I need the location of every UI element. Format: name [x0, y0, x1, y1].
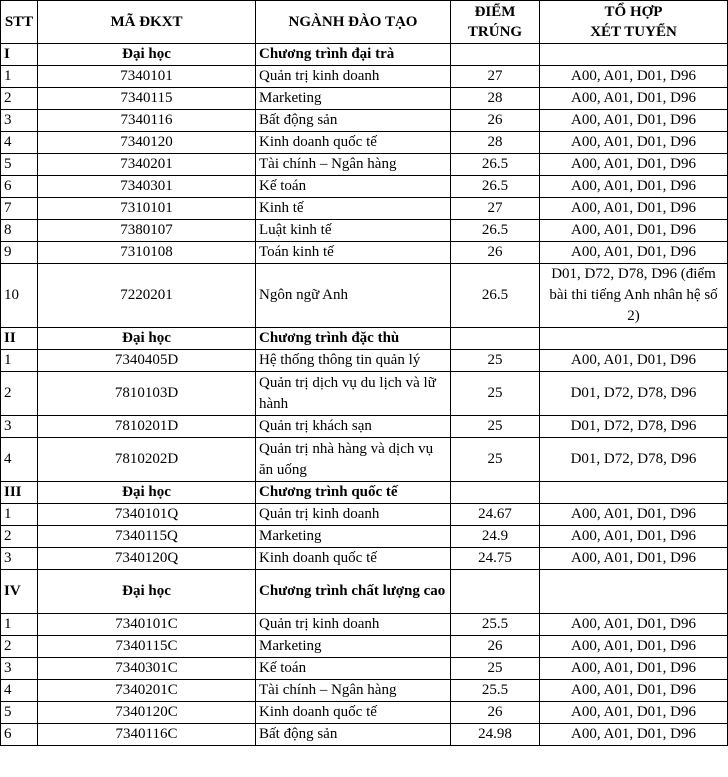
cell-combo: D01, D72, D78, D96: [540, 416, 728, 438]
cell-combo: A00, A01, D01, D96: [540, 548, 728, 570]
cell-code: 7340116: [38, 110, 256, 132]
cell-code: 7310101: [38, 198, 256, 220]
cell-stt: 5: [1, 702, 38, 724]
cell-score: 24.67: [451, 504, 540, 526]
table-row: [1, 658, 728, 680]
cell-stt: 7: [1, 198, 38, 220]
header-stt: STT: [1, 1, 38, 44]
cell-combo: D01, D72, D78, D96: [540, 372, 728, 416]
cell-code: 7340120Q: [38, 548, 256, 570]
cell-combo: A00, A01, D01, D96: [540, 614, 728, 636]
cell-major: Quản trị nhà hàng và dịch vụ ăn uống: [256, 438, 451, 482]
cell-stt: 2: [1, 636, 38, 658]
cell-major: Bất động sản: [256, 724, 451, 746]
cell-score: 26: [451, 702, 540, 724]
header-combo-line2: XÉT TUYỂN: [590, 24, 677, 40]
cell-code: 7340101Q: [38, 504, 256, 526]
cell-code: 7310108: [38, 242, 256, 264]
header-row: [1, 1, 728, 44]
header-score-line2: TRÚNG: [467, 24, 523, 40]
table-row: [1, 438, 728, 482]
cell-stt: 2: [1, 372, 38, 416]
cell-code: 7340101C: [38, 614, 256, 636]
cell-score: 26.5: [451, 154, 540, 176]
cell-major: Quản trị khách sạn: [256, 416, 451, 438]
cell-stt: 4: [1, 680, 38, 702]
cell-code: 7340115Q: [38, 526, 256, 548]
cell-combo: A00, A01, D01, D96: [540, 88, 728, 110]
table-row: [1, 504, 728, 526]
section-level: Đại học: [38, 570, 256, 614]
cell-code: 7810103D: [38, 372, 256, 416]
table-row: [1, 242, 728, 264]
cell-code: 7340405D: [38, 350, 256, 372]
cell-code: 7220201: [38, 264, 256, 328]
cell-combo: A00, A01, D01, D96: [540, 198, 728, 220]
cell-score: 25.5: [451, 614, 540, 636]
cell-major: Toán kinh tế: [256, 242, 451, 264]
cell-major: Quản trị dịch vụ du lịch và lữ hành: [256, 372, 451, 416]
cell-stt: 2: [1, 526, 38, 548]
cell-score: 26.5: [451, 176, 540, 198]
table-row: [1, 702, 728, 724]
table-row: [1, 220, 728, 242]
table-row: [1, 350, 728, 372]
cell-combo: A00, A01, D01, D96: [540, 526, 728, 548]
cell-combo: A00, A01, D01, D96: [540, 658, 728, 680]
cell-code: 7340301C: [38, 658, 256, 680]
cell-combo: A00, A01, D01, D96: [540, 724, 728, 746]
cell-score: 25: [451, 416, 540, 438]
cell-combo: A00, A01, D01, D96: [540, 66, 728, 88]
cell-major: Luật kinh tế: [256, 220, 451, 242]
table-row: [1, 88, 728, 110]
cell-score: 27: [451, 66, 540, 88]
cell-stt: 5: [1, 154, 38, 176]
cell-code: 7340115C: [38, 636, 256, 658]
header-score: [451, 1, 540, 44]
cell-code: 7340201: [38, 154, 256, 176]
cell-major: Marketing: [256, 526, 451, 548]
table-row: [1, 548, 728, 570]
cell-combo: A00, A01, D01, D96: [540, 132, 728, 154]
section-level: Đại học: [38, 44, 256, 66]
cell-major: Tài chính – Ngân hàng: [256, 680, 451, 702]
cell-major: Bất động sản: [256, 110, 451, 132]
cell-score: 28: [451, 88, 540, 110]
cell-combo: A00, A01, D01, D96: [540, 154, 728, 176]
cell-code: 7340201C: [38, 680, 256, 702]
cell-score: 26: [451, 636, 540, 658]
cell-major: Quản trị kinh doanh: [256, 504, 451, 526]
cell-combo: A00, A01, D01, D96: [540, 680, 728, 702]
cell-combo: D01, D72, D78, D96: [540, 438, 728, 482]
cell-stt: 3: [1, 416, 38, 438]
table-row: [1, 680, 728, 702]
cell-code: 7810202D: [38, 438, 256, 482]
section-roman: IV: [1, 570, 38, 614]
section-row: [1, 44, 728, 66]
cell-stt: 8: [1, 220, 38, 242]
table-row: [1, 372, 728, 416]
cell-major: Quản trị kinh doanh: [256, 614, 451, 636]
cell-major: Marketing: [256, 636, 451, 658]
cell-stt: 4: [1, 438, 38, 482]
table-row: [1, 66, 728, 88]
cell-major: Marketing: [256, 88, 451, 110]
section-program: Chương trình quốc tế: [256, 482, 451, 504]
section-roman: I: [1, 44, 38, 66]
section-row: [1, 482, 728, 504]
table-row: [1, 110, 728, 132]
cell-score: 24.9: [451, 526, 540, 548]
cell-stt: 10: [1, 264, 38, 328]
cell-major: Kinh tế: [256, 198, 451, 220]
section-program: Chương trình chất lượng cao: [256, 570, 451, 614]
cell-code: 7340120C: [38, 702, 256, 724]
cell-stt: 1: [1, 350, 38, 372]
table-row: [1, 636, 728, 658]
table-row: [1, 724, 728, 746]
cell-stt: 6: [1, 176, 38, 198]
section-program: Chương trình đặc thù: [256, 328, 451, 350]
cell-code: 7380107: [38, 220, 256, 242]
cell-score: 26.5: [451, 264, 540, 328]
cell-major: Quản trị kinh doanh: [256, 66, 451, 88]
table-row: [1, 132, 728, 154]
cell-score: 28: [451, 132, 540, 154]
cell-major: Kinh doanh quốc tế: [256, 702, 451, 724]
section-level: Đại học: [38, 482, 256, 504]
cell-score: 24.98: [451, 724, 540, 746]
cell-score: 26: [451, 110, 540, 132]
cell-code: 7810201D: [38, 416, 256, 438]
cell-score: 25: [451, 350, 540, 372]
cell-combo: A00, A01, D01, D96: [540, 702, 728, 724]
cell-score: 25: [451, 658, 540, 680]
table-row: [1, 526, 728, 548]
cell-score: 26.5: [451, 220, 540, 242]
cell-stt: 3: [1, 110, 38, 132]
section-row: [1, 570, 728, 614]
cell-major: Kinh doanh quốc tế: [256, 548, 451, 570]
cell-score: 25.5: [451, 680, 540, 702]
table-row: [1, 264, 728, 328]
cell-score: 24.75: [451, 548, 540, 570]
table-row: [1, 416, 728, 438]
cell-major: Kế toán: [256, 658, 451, 680]
cell-combo: A00, A01, D01, D96: [540, 176, 728, 198]
cell-stt: 1: [1, 66, 38, 88]
cell-stt: 3: [1, 548, 38, 570]
table-row: [1, 176, 728, 198]
cell-code: 7340116C: [38, 724, 256, 746]
cell-major: Hệ thống thông tin quản lý: [256, 350, 451, 372]
header-code: MÃ ĐKXT: [38, 1, 256, 44]
cell-code: 7340301: [38, 176, 256, 198]
cell-combo: A00, A01, D01, D96: [540, 636, 728, 658]
cell-code: 7340120: [38, 132, 256, 154]
section-level: Đại học: [38, 328, 256, 350]
cell-stt: 9: [1, 242, 38, 264]
cell-stt: 1: [1, 614, 38, 636]
cell-combo: D01, D72, D78, D96 (điểm bài thi tiếng Anh nhân hệ số 2): [540, 264, 728, 328]
header-major: NGÀNH ĐÀO TẠO: [256, 1, 451, 44]
cell-score: 27: [451, 198, 540, 220]
cell-combo: A00, A01, D01, D96: [540, 110, 728, 132]
table-row: [1, 154, 728, 176]
cell-stt: 2: [1, 88, 38, 110]
section-roman: II: [1, 328, 38, 350]
cell-score: 25: [451, 438, 540, 482]
cell-stt: 6: [1, 724, 38, 746]
cell-stt: 1: [1, 504, 38, 526]
header-combo: [540, 1, 728, 44]
section-row: [1, 328, 728, 350]
header-combo-line1: TỔ HỢP: [604, 4, 663, 20]
cell-code: 7340115: [38, 88, 256, 110]
section-program: Chương trình đại trà: [256, 44, 451, 66]
cell-combo: A00, A01, D01, D96: [540, 350, 728, 372]
table-row: [1, 198, 728, 220]
cell-score: 25: [451, 372, 540, 416]
cell-major: Tài chính – Ngân hàng: [256, 154, 451, 176]
cell-major: Ngôn ngữ Anh: [256, 264, 451, 328]
header-score-line1: ĐIỂM: [474, 4, 516, 20]
cell-stt: 3: [1, 658, 38, 680]
cell-code: 7340101: [38, 66, 256, 88]
cell-stt: 4: [1, 132, 38, 154]
cell-major: Kinh doanh quốc tế: [256, 132, 451, 154]
cell-combo: A00, A01, D01, D96: [540, 242, 728, 264]
table-row: [1, 614, 728, 636]
cell-major: Kế toán: [256, 176, 451, 198]
section-roman: III: [1, 482, 38, 504]
cell-score: 26: [451, 242, 540, 264]
cell-combo: A00, A01, D01, D96: [540, 504, 728, 526]
cell-combo: A00, A01, D01, D96: [540, 220, 728, 242]
